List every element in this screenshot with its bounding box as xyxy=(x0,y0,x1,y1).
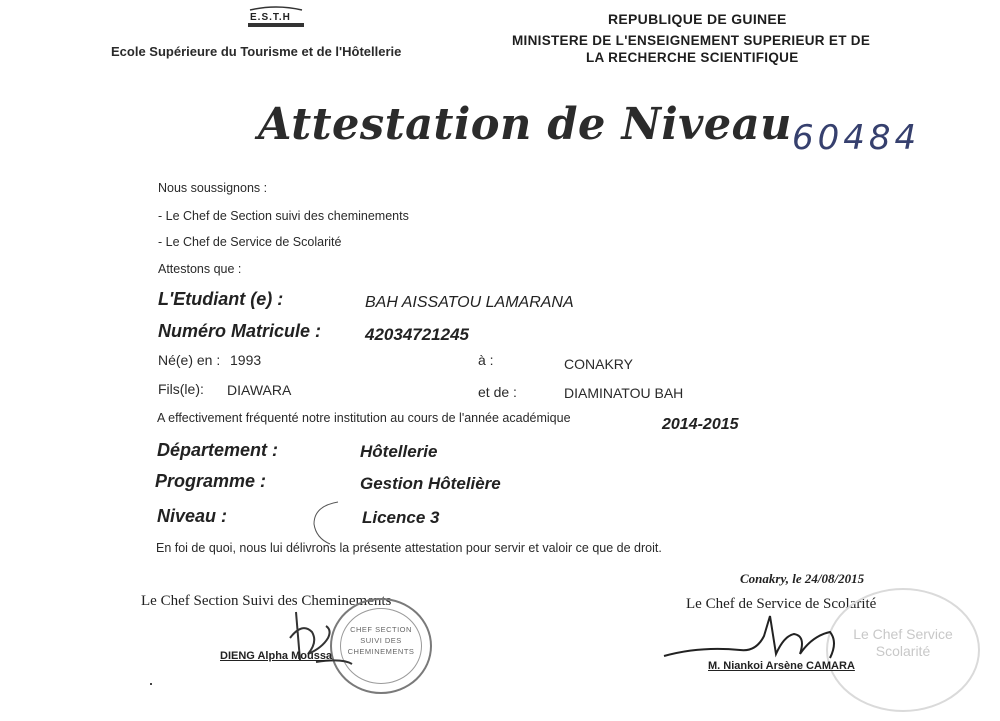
niveau-label: Niveau : xyxy=(157,506,228,526)
academic-year: 2014-2015 xyxy=(662,416,739,433)
school-name: Ecole Supérieure du Tourisme et de l'Hôtellerie xyxy=(111,44,402,59)
birth-place-label: à : xyxy=(478,352,494,368)
republic-heading: REPUBLIQUE DE GUINEE xyxy=(608,11,787,27)
birth-year: 1993 xyxy=(230,352,262,368)
left-signatory-title: Le Chef Section Suivi des Cheminements xyxy=(141,593,392,609)
student-label: L'Etudiant (e) : xyxy=(158,289,284,309)
birth-place: CONAKRY xyxy=(564,356,633,372)
undersigned-text: Nous soussignons : xyxy=(158,181,268,195)
school-logo xyxy=(236,6,316,32)
student-name: BAH AISSATOU LAMARANA xyxy=(365,294,574,311)
logo-text: E.S.T.H xyxy=(250,12,291,23)
ink-speck xyxy=(150,683,152,685)
ministry-line-1: MINISTERE DE L'ENSEIGNEMENT SUPERIEUR ET DE xyxy=(512,33,871,48)
father-name: DIAWARA xyxy=(227,382,292,398)
left-stamp-text: CHEF SECTION SUIVI DES CHEMINEMENTS xyxy=(347,625,415,656)
department-label: Département : xyxy=(157,440,279,460)
mother-name: DIAMINATOU BAH xyxy=(564,385,684,401)
left-signatory-name: DIENG Alpha Moussa xyxy=(220,650,333,662)
handwritten-reference-number: 60484 xyxy=(792,118,921,158)
closing-statement: En foi de quoi, nous lui délivrons la présente attestation pour servir et valoir ce que de droit. xyxy=(156,541,662,555)
niveau-value: Licence 3 xyxy=(362,508,440,527)
right-signatory-title: Le Chef de Service de Scolarité xyxy=(686,596,877,612)
mother-label: et de : xyxy=(478,384,517,400)
right-stamp-text: Le Chef Service Scolarité xyxy=(853,626,953,659)
matricule-value: 42034721245 xyxy=(365,325,470,344)
attest-text: Attestons que : xyxy=(158,262,242,276)
attendance-text: A effectivement fréquenté notre institution au cours de l'année académique xyxy=(157,411,571,425)
signatory-1: - Le Chef de Section suivi des cheminements xyxy=(158,209,409,223)
right-signatory-name: M. Niankoi Arsène CAMARA xyxy=(708,660,855,672)
birth-label: Né(e) en : xyxy=(158,352,221,368)
document-title: Attestation de Niveau xyxy=(258,99,792,150)
matricule-label: Numéro Matricule : xyxy=(158,321,322,341)
signatory-2: - Le Chef de Service de Scolarité xyxy=(158,235,342,249)
department-value: Hôtellerie xyxy=(360,442,438,461)
parents-label: Fils(le): xyxy=(158,381,204,397)
programme-label: Programme : xyxy=(155,471,267,491)
programme-value: Gestion Hôtelière xyxy=(360,474,501,493)
place-date: Conakry, le 24/08/2015 xyxy=(740,571,865,586)
ministry-line-2: LA RECHERCHE SCIENTIFIQUE xyxy=(586,50,799,65)
